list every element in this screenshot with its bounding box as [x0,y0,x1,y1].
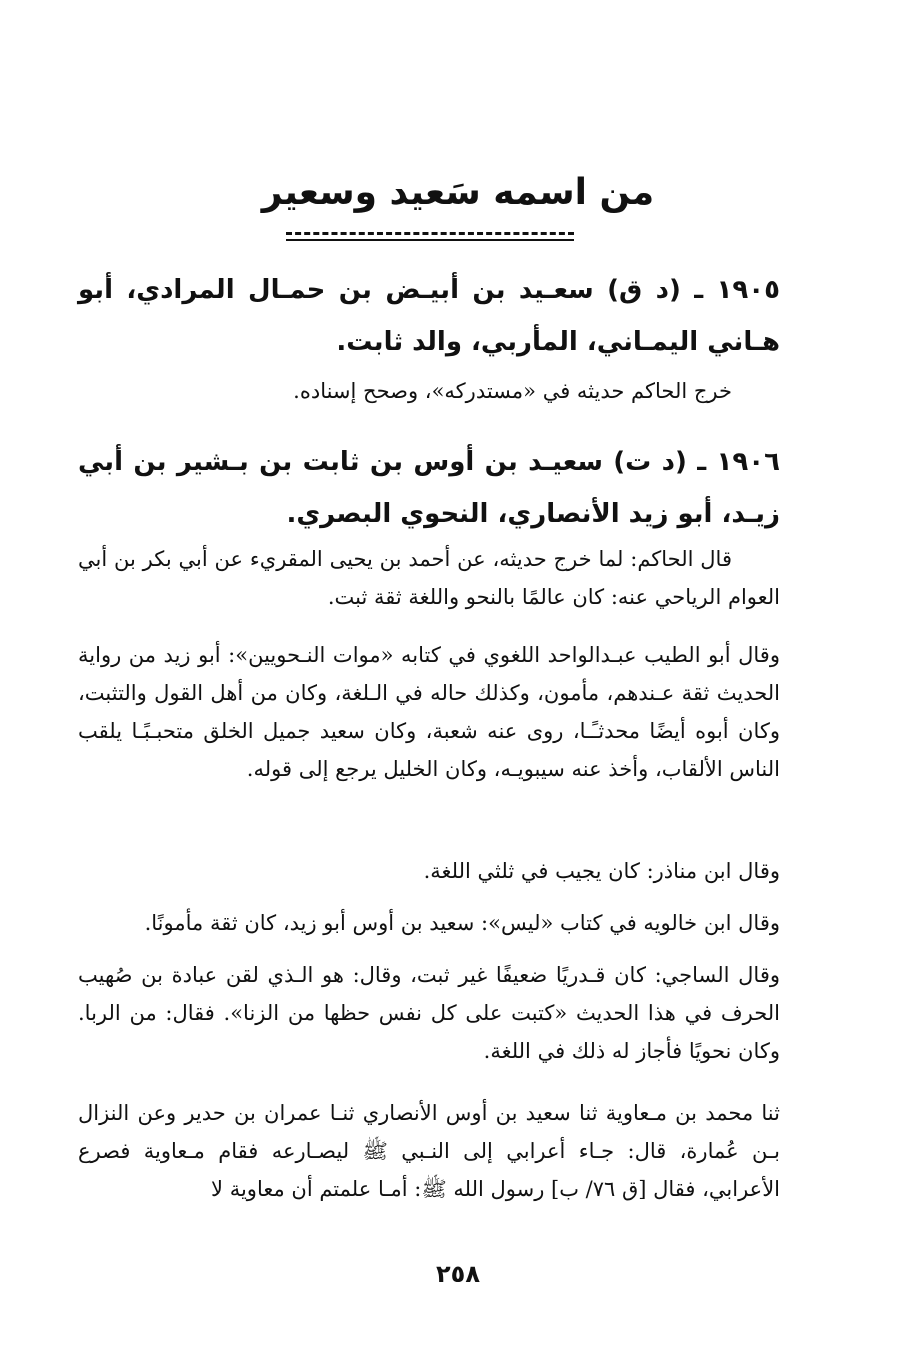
section-title: من اسمه سَعيد وسعير [261,172,655,213]
entry-1906-paragraph-5: وقال الساجي: كان قـدريًا ضعيفًا غير ثبت، وقال: هو الـذي لقن عبادة بن صُهيب الحرف في هذا الحديث «كتبت على كل نفس حظها من الزنا». فقال: من الربا. وكان نحويًا فأجاز له ذلك في اللغة. [78,963,780,1063]
entry-1905-paragraph: خرج الحاكم حديثه في «مستدركه»، وصحح إسناده. [293,379,732,403]
entry-heading-1906: ١٩٠٦ ـ (د ت) سعيـد بن أوس بن ثابت بن بـشير بن أبي زيـد، أبو زيد الأنصاري، النحوي البصري. [78,447,780,529]
entry-1906-paragraph-2: وقال أبو الطيب عبـدالواحد اللغوي في كتابه «موات النـحويين»: أبو زيد من رواية الحديث ثقة عـندهم، مأمون، وكذلك حاله في الـلغة، وكان من أهل القول والتثبت، وكان أبوه أيضًا محدثـًـا، روى عنه شعبة، وكان سعيد جميل الخلق متحبـبًـا يلقب الناس الألقاب، وأخذ عنه سيبويـه، وكان الخليل يرجع إلى قوله. [78,643,780,781]
entry-heading-1905: ١٩٠٥ ـ (د ق) سعـيد بن أبيـض بن حمـال المرادي، أبو هـاني اليمـاني، المأربي، والد ثابت. [78,275,780,357]
entry-1906-paragraph-6: ثنا محمد بن مـعاوية ثنا سعيد بن أوس الأنصاري ثنـا عمران بن حدير وعن النزال بـن عُمارة، قال: جـاء أعرابي إلى النـبي ﷺ ليصـارعه فقام مـعاوية فصرع الأعرابي، فقال [ق ٧٦/ ب] رسول الله ﷺ: أمـا علمتم أن معاوية لا [78,1101,780,1201]
title-underline-solid [286,239,574,241]
entry-1906-paragraph-4: وقال ابن خالويه في كتاب «ليس»: سعيد بن أوس أبو زيد، كان ثقة مأمونًا. [144,911,780,935]
entry-1906-paragraph-1: قال الحاكم: لما خرج حديثه، عن أحمد بن يحيى المقريء عن أبي بكر بن أبي العوام الرياحي عنه: كان عالمًا بالنحو واللغة ثقة ثبت. [78,547,780,609]
entry-1906-paragraph-3: وقال ابن مناذر: كان يجيب في ثلثي اللغة. [423,859,780,883]
title-underline [286,232,574,235]
page-number: ٢٥٨ [436,1260,480,1288]
